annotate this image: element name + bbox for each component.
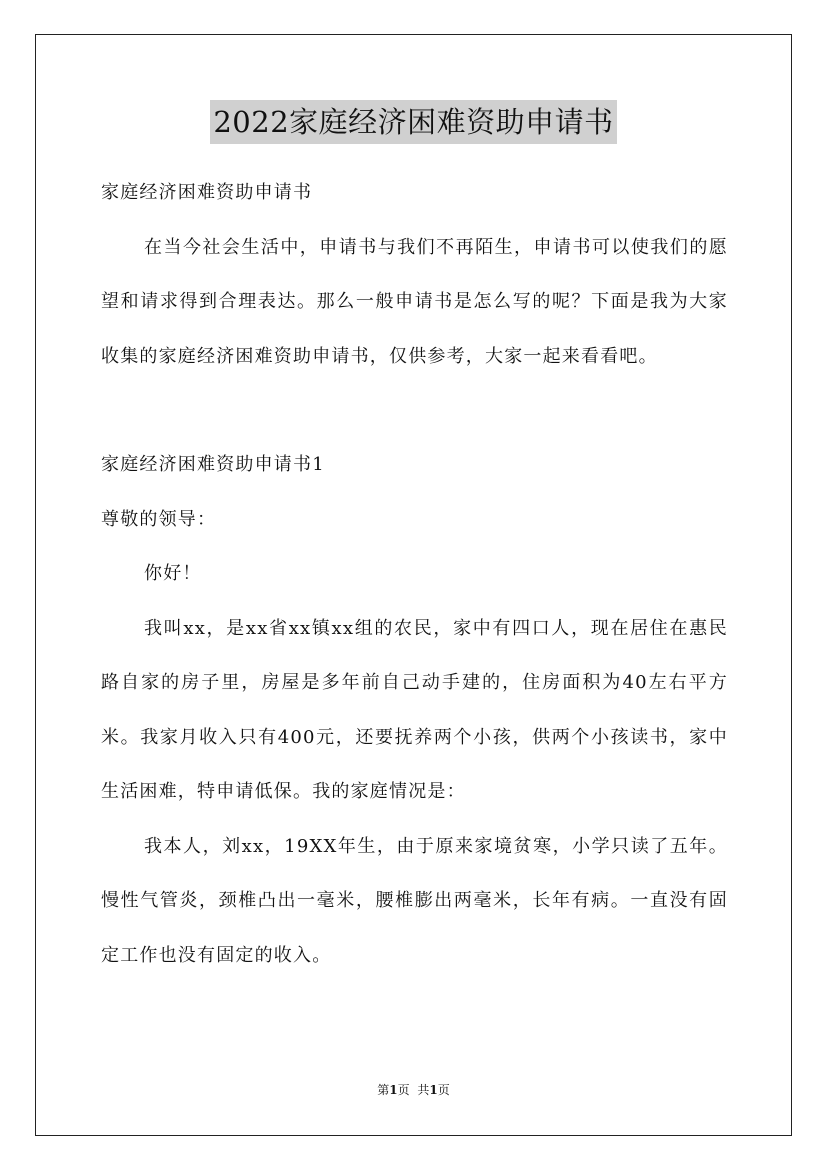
greeting: 你好！ — [144, 563, 202, 584]
letter-heading: 家庭经济困难资助申请书1 — [101, 454, 325, 475]
page-prefix: 第 — [377, 1083, 390, 1097]
page-suffix: 页 — [397, 1083, 410, 1097]
salutation: 尊敬的领导： — [101, 508, 217, 530]
page-number: 1 — [389, 1083, 398, 1097]
total-suffix: 页 — [437, 1083, 450, 1097]
page-footer — [0, 1082, 827, 1098]
total-pages: 1 — [429, 1083, 438, 1097]
body-paragraph-family: 我叫xx，是xx省xx镇xx组的农民，家中有四口人，现在居住在惠民路自家的房子里，房屋是多年前自己动手建的，住房面积为40左右平方米。我家月收入只有400元，还要抚养两个小孩，供两个小孩读书，家中生活困难，特申请低保。我的家庭情况是： — [101, 617, 728, 802]
paragraph-spacer — [101, 384, 728, 438]
document-title: 2022家庭经济困难资助申请书 — [210, 100, 616, 144]
title-wrapper — [0, 100, 827, 144]
body-paragraph-self: 我本人，刘xx，19XX年生，由于原来家境贫寒，小学只读了五年。慢性气管炎，颈椎凸出一毫米，腰椎膨出两毫米，长年有病。一直没有固定工作也没有固定的收入。 — [101, 835, 728, 966]
total-prefix: 共 — [417, 1083, 430, 1097]
intro-paragraph: 在当今社会生活中，申请书与我们不再陌生，申请书可以使我们的愿望和请求得到合理表达。那么一般申请书是怎么写的呢？下面是我为大家收集的家庭经济困难资助申请书，仅供参考，大家一起来看看吧。 — [101, 236, 728, 367]
document-body — [101, 166, 728, 983]
section-heading: 家庭经济困难资助申请书 — [101, 182, 313, 203]
